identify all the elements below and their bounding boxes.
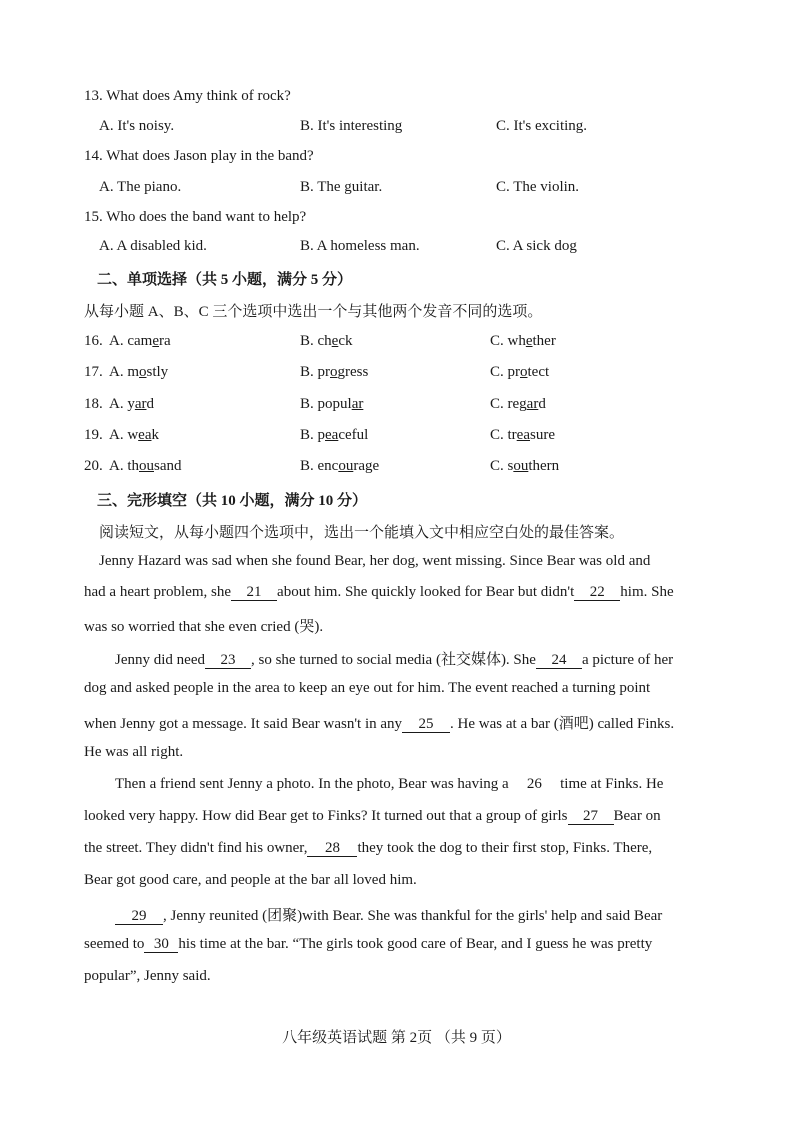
- passage-line: had a heart problem, she 21 about him. She quickly looked for Bear but didn't 22 him. She: [84, 584, 674, 600]
- pronunciation-option-b: B. progress: [300, 364, 369, 380]
- blank-29[interactable]: 29: [115, 909, 163, 925]
- blank-28[interactable]: 28: [307, 841, 357, 857]
- passage-line: the street. They didn't find his owner, 28 they took the dog to their first stop, Finks. There,: [84, 840, 653, 856]
- option-15c: C. A sick dog: [496, 238, 577, 254]
- pronunciation-item-number: 17.: [84, 364, 103, 380]
- pronunciation-option-c: C. protect: [490, 364, 550, 380]
- passage-line: He was all right.: [84, 744, 184, 760]
- pronunciation-item-number: 16.: [84, 333, 103, 349]
- passage-line: popular”, Jenny said.: [84, 968, 211, 984]
- question-15: 15. Who does the band want to help?: [84, 209, 307, 225]
- blank-27[interactable]: 27: [568, 809, 614, 825]
- pronunciation-option-b: B. check: [300, 333, 353, 349]
- question-14: 14. What does Jason play in the band?: [84, 148, 314, 164]
- passage-line: Bear got good care, and people at the bar all loved him.: [84, 872, 417, 888]
- pronunciation-option-c: C. treasure: [490, 427, 555, 443]
- blank-30[interactable]: 30: [144, 937, 178, 953]
- option-14b: B. The guitar.: [300, 179, 383, 195]
- section-3-instruction: 阅读短文，从每小题四个选项中，选出一个能填入文中相应空白处的最佳答案。: [99, 525, 625, 541]
- blank-26[interactable]: 26: [526, 776, 542, 792]
- pronunciation-item-number: 19.: [84, 427, 103, 443]
- passage-line: seemed to 30 his time at the bar. “The girls took good care of Bear, and I guess he was pretty: [84, 936, 653, 952]
- blank-22[interactable]: 22: [574, 585, 620, 601]
- pronunciation-option-a: A. thousand: [109, 458, 182, 474]
- pronunciation-option-c: C. southern: [490, 458, 560, 474]
- blank-25[interactable]: 25: [402, 717, 450, 733]
- option-15a: A. A disabled kid.: [99, 238, 207, 254]
- pronunciation-option-b: B. encourage: [300, 458, 380, 474]
- pronunciation-option-a: A. yard: [109, 396, 154, 412]
- option-13c: C. It's exciting.: [496, 118, 588, 134]
- passage-line: Jenny Hazard was sad when she found Bear, her dog, went missing. Since Bear was old and: [99, 553, 651, 569]
- option-13b: B. It's interesting: [300, 118, 403, 134]
- passage-line: looked very happy. How did Bear get to Finks? It turned out that a group of girls 27 Bear on: [84, 808, 661, 824]
- pronunciation-item-number: 18.: [84, 396, 103, 412]
- option-14a: A. The piano.: [99, 179, 182, 195]
- passage-line: Then a friend sent Jenny a photo. In the photo, Bear was having a 26 time at Finks. He: [115, 776, 664, 792]
- pronunciation-option-c: C. regard: [490, 396, 546, 412]
- blank-21[interactable]: 21: [231, 585, 277, 601]
- pronunciation-option-c: C. whether: [490, 333, 556, 349]
- pronunciation-option-a: A. camera: [109, 333, 171, 349]
- option-14c: C. The violin.: [496, 179, 580, 195]
- blank-24[interactable]: 24: [536, 653, 582, 669]
- passage-line: 29 , Jenny reunited (团聚)with Bear. She was thankful for the girls' help and said Bear: [115, 904, 745, 925]
- pronunciation-item-number: 20.: [84, 458, 103, 474]
- passage-line: was so worried that she even cried (哭).: [84, 619, 324, 635]
- pronunciation-option-a: A. mostly: [109, 364, 169, 380]
- option-13a: A. It's noisy.: [99, 118, 175, 134]
- passage-line: when Jenny got a message. It said Bear wasn't in any 25 . He was at a bar (酒吧) called Finks.: [84, 716, 675, 732]
- pronunciation-option-b: B. popular: [300, 396, 364, 412]
- section-2-title: 二、单项选择（共 5 小题，满分 5 分）: [97, 272, 353, 288]
- page-footer: 八年级英语试题 第 2页 （共 9 页）: [282, 1030, 511, 1046]
- option-15b: B. A homeless man.: [300, 238, 420, 254]
- blank-23[interactable]: 23: [205, 653, 251, 669]
- passage-line: Jenny did need 23 , so she turned to social media (社交媒体). She 24 a picture of her: [115, 652, 674, 668]
- pronunciation-option-b: B. peaceful: [300, 427, 369, 443]
- passage-line: dog and asked people in the area to keep an eye out for him. The event reached a turning point: [84, 680, 651, 696]
- section-3-title: 三、完形填空（共 10 小题，满分 10 分）: [97, 493, 368, 509]
- question-13: 13. What does Amy think of rock?: [84, 88, 291, 104]
- pronunciation-option-a: A. weak: [109, 427, 159, 443]
- section-2-instruction: 从每小题 A、B、C 三个选项中选出一个与其他两个发音不同的选项。: [84, 304, 543, 320]
